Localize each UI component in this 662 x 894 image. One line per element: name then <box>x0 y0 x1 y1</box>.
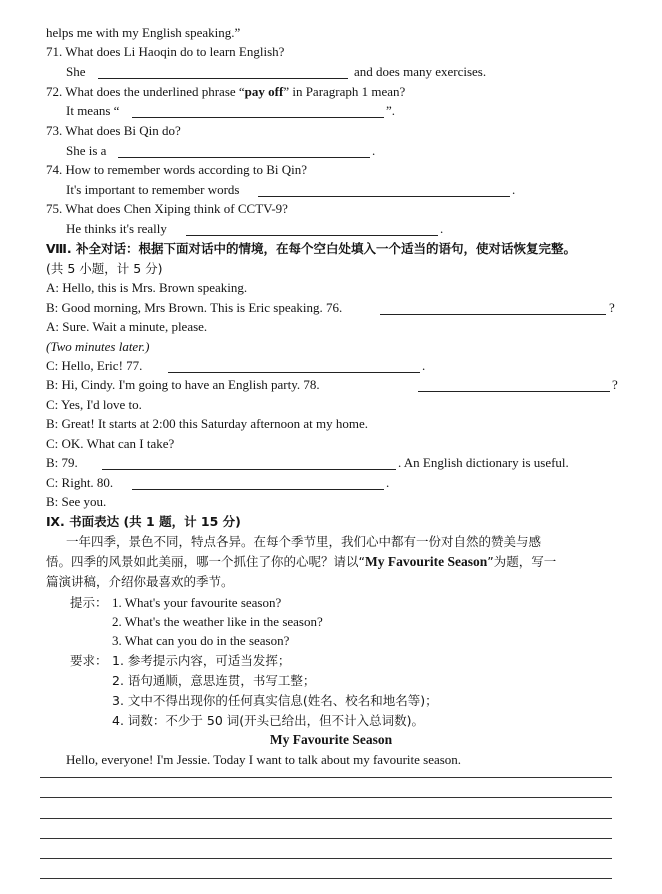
answer-72-suffix: ”. <box>386 103 396 118</box>
dialogue-line-10: B: 79. <box>46 455 78 470</box>
stage-direction: (Two minutes later.) <box>46 339 150 354</box>
requirement-4: 4. 词数：不少于 50 词(开头已给出，但不计入总词数)。 <box>112 713 425 728</box>
hint-1: 1. What's your favourite season? <box>112 595 282 610</box>
dialogue-line-7: C: Yes, I'd love to. <box>46 397 142 412</box>
dialogue-line-8: B: Great! It starts at 2:00 this Saturday afternoon at my home. <box>46 416 369 431</box>
question-72 <box>46 83 405 101</box>
answer-73-prefix: She is a <box>66 143 107 158</box>
answer-75-blank[interactable] <box>186 235 438 236</box>
question-72-phrase: pay off <box>244 84 284 99</box>
writing-line-4[interactable] <box>40 838 612 839</box>
hint-3: 3. What can you do in the season? <box>112 633 290 648</box>
passage-tail: helps me with my English speaking.” <box>46 25 241 40</box>
prompt-line-2 <box>46 553 556 571</box>
prompt-line-1: 一年四季，景色不同，特点各异。在每个季节里，我们心中都有一份对自然的赞美与感 <box>66 534 542 549</box>
answer-75-suffix: . <box>440 221 444 236</box>
answer-77-blank[interactable] <box>168 372 420 373</box>
answer-73-blank[interactable] <box>118 157 370 158</box>
prompt-line-2-suffix: ”为题，写一 <box>487 554 557 569</box>
writing-line-5[interactable] <box>40 858 612 859</box>
answer-80-blank[interactable] <box>132 489 384 490</box>
dialogue-line-6: B: Hi, Cindy. I'm going to have an English party. 78. <box>46 377 320 392</box>
prompt-line-2-prefix: 悟。四季的风景如此美丽，哪一个抓住了你的心呢？请以“ <box>46 554 365 569</box>
answer-76-blank[interactable] <box>380 314 606 315</box>
section-8-score: (共 5 小题，计 5 分) <box>46 261 163 276</box>
dialogue-line-10-end: . An English dictionary is useful. <box>398 455 569 470</box>
answer-74-prefix: It's important to remember words <box>66 182 240 197</box>
question-73: 73. What does Bi Qin do? <box>46 123 181 138</box>
dialogue-line-11: C: Right. 80. <box>46 475 114 490</box>
question-75: 75. What does Chen Xiping think of CCTV-9? <box>46 201 288 216</box>
dialogue-line-2: B: Good morning, Mrs Brown. This is Eric speaking. 76. <box>46 300 343 315</box>
writing-line-3[interactable] <box>40 818 612 819</box>
essay-title: My Favourite Season <box>269 732 393 747</box>
prompt-line-3: 篇演讲稿，介绍你最喜欢的季节。 <box>46 574 234 589</box>
dialogue-line-1: A: Hello, this is Mrs. Brown speaking. <box>46 280 248 295</box>
requirement-3: 3. 文中不得出现你的任何真实信息(姓名、校名和地名等)； <box>112 693 438 708</box>
dialogue-line-6-end: ? <box>612 377 618 392</box>
question-71: 71. What does Li Haoqin do to learn English? <box>46 44 285 59</box>
dialogue-line-5: C: Hello, Eric! 77. <box>46 358 143 373</box>
writing-line-2[interactable] <box>40 797 612 798</box>
writing-line-1[interactable] <box>40 777 612 778</box>
question-72-prefix: 72. What does the underlined phrase “ <box>46 84 245 99</box>
section-8-title: Ⅷ. 补全对话：根据下面对话中的情境，在每个空白处填入一个适当的语句，使对话恢复完整。 <box>46 241 577 256</box>
dialogue-line-2-end: ? <box>609 300 615 315</box>
requirement-label: 要求： <box>70 653 108 668</box>
dialogue-line-11-end: . <box>386 475 390 490</box>
prompt-title-ref: My Favourite Season <box>364 554 488 569</box>
essay-opening: Hello, everyone! I'm Jessie. Today I want to talk about my favourite season. <box>66 752 462 767</box>
dialogue-line-5-end: . <box>422 358 426 373</box>
answer-72-prefix: It means “ <box>66 103 120 118</box>
question-72-suffix: ” in Paragraph 1 mean? <box>283 84 406 99</box>
answer-74-suffix: . <box>512 182 516 197</box>
question-74: 74. How to remember words according to Bi Qin? <box>46 162 308 177</box>
dialogue-line-12: B: See you. <box>46 494 107 509</box>
requirement-1: 1. 参考提示内容，可适当发挥； <box>112 653 291 668</box>
answer-79-blank[interactable] <box>102 469 396 470</box>
answer-71-blank[interactable] <box>98 78 348 79</box>
section-9-title: Ⅸ. 书面表达 (共 1 题，计 15 分) <box>46 514 241 529</box>
hint-2: 2. What's the weather like in the season? <box>112 614 323 629</box>
dialogue-line-9: C: OK. What can I take? <box>46 436 175 451</box>
answer-73-suffix: . <box>372 143 376 158</box>
dialogue-line-3: A: Sure. Wait a minute, please. <box>46 319 208 334</box>
answer-72-blank[interactable] <box>132 117 384 118</box>
hint-label: 提示： <box>70 595 108 610</box>
answer-71-suffix: and does many exercises. <box>354 64 487 79</box>
answer-74-blank[interactable] <box>258 196 510 197</box>
answer-78-blank[interactable] <box>418 391 610 392</box>
requirement-2: 2. 语句通顺，意思连贯，书写工整； <box>112 673 316 688</box>
answer-71-prefix: She <box>66 64 86 79</box>
answer-75-prefix: He thinks it's really <box>66 221 167 236</box>
writing-line-6[interactable] <box>40 878 612 879</box>
